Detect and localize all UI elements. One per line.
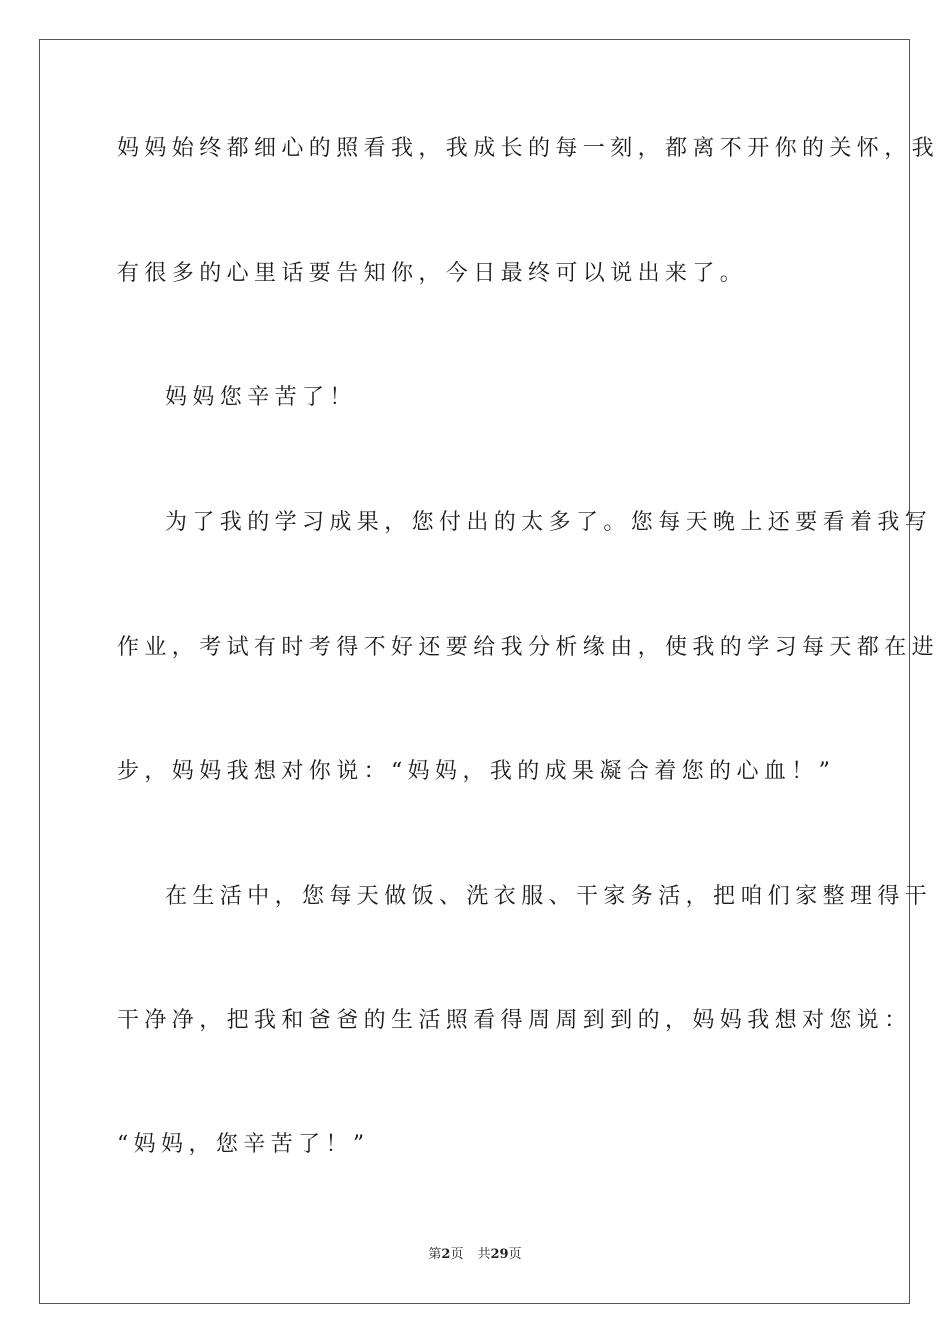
text-line-9: “妈妈，您辛苦了！” [117, 1132, 370, 1157]
page-footer [0, 1246, 950, 1264]
page-frame [39, 39, 940, 1304]
text-line-7: 在生活中，您每天做饭、洗衣服、干家务活，把咱们家整理得干 [165, 884, 933, 909]
text-line-6: 步，妈妈我想对你说：“妈妈，我的成果凝合着您的心血！” [117, 759, 836, 784]
text-line-5: 作业，考试有时考得不好还要给我分析缘由，使我的学习每天都在进 [117, 635, 940, 660]
total-suffix: 页 [508, 1247, 522, 1262]
text-line-3: 妈妈您辛苦了！ [165, 385, 357, 410]
text-line-1: 妈妈始终都细心的照看我，我成长的每一刻，都离不开你的关怀，我 [117, 136, 940, 161]
page-total: 29 [490, 1247, 509, 1262]
text-line-2: 有很多的心里话要告知你，今日最终可以说出来了。 [117, 261, 748, 286]
text-line-8: 干净净，把我和爸爸的生活照看得周周到到的，妈妈我想对您说： [117, 1008, 912, 1033]
total-prefix: 共 [477, 1247, 491, 1262]
page-prefix: 第 [428, 1247, 442, 1262]
page-current: 2 [441, 1247, 451, 1262]
page-suffix: 页 [450, 1247, 464, 1262]
text-line-4: 为了我的学习成果，您付出的太多了。您每天晚上还要看着我写 [165, 510, 933, 535]
